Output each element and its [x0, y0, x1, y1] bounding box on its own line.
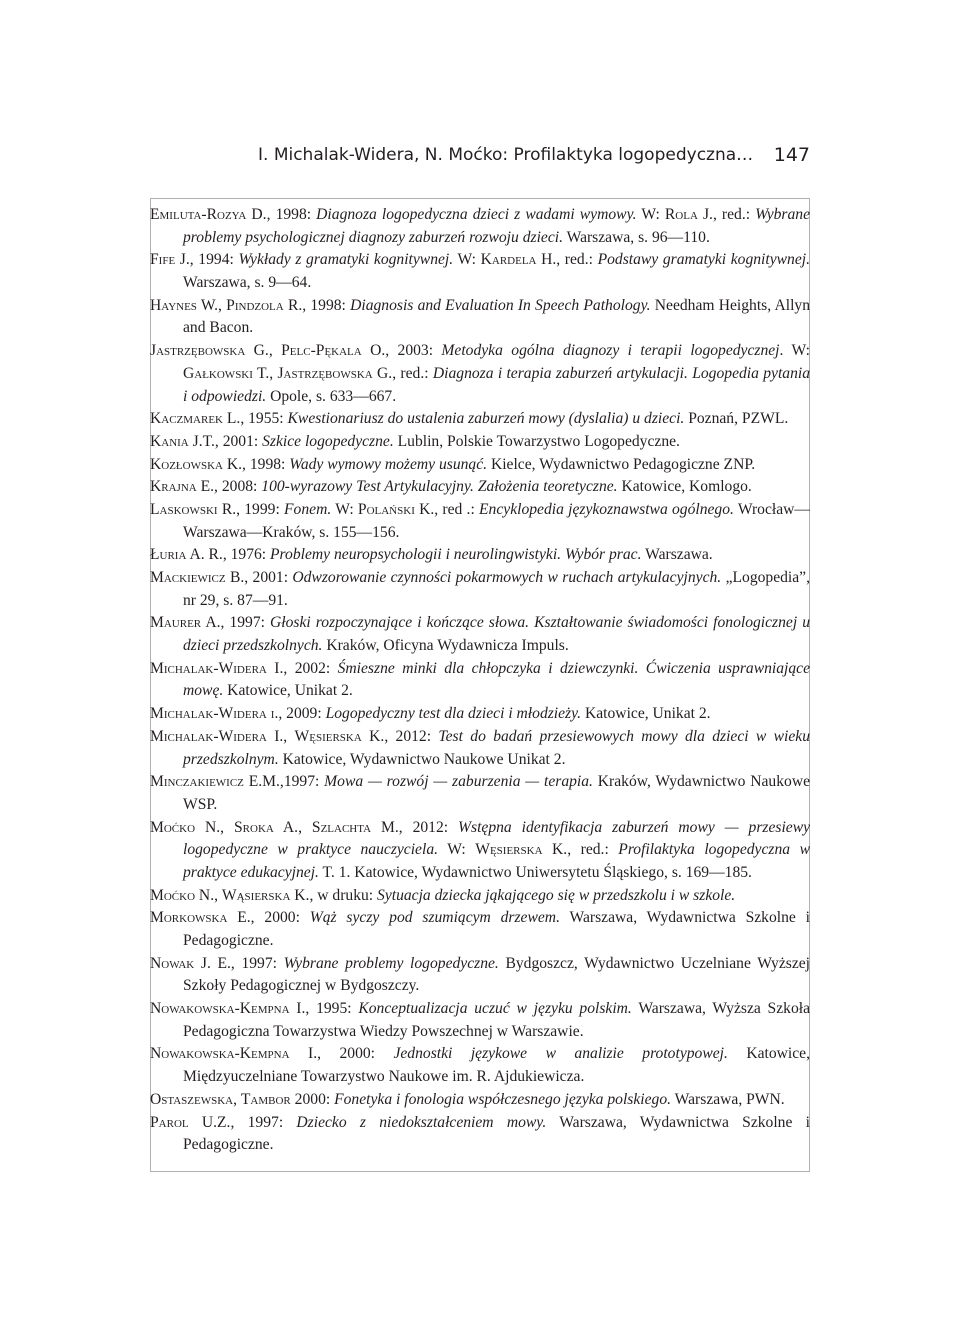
reference-author: Michalak-Widera I.	[150, 727, 284, 745]
reference-title: Mowa — rozwój — zaburzenia — terapia.	[324, 773, 593, 791]
reference-author: Wąsierska K.	[221, 886, 310, 904]
reference-author: Szlachta M.	[311, 818, 399, 836]
reference-title: Diagnoza i terapia zaburzeń artykulacji. Logopedia pytania i odpowiedzi.	[183, 364, 810, 405]
reference-text: W:	[636, 206, 665, 223]
reference-author: Nowakowska-Kempna I.	[150, 1000, 306, 1018]
reference-text: , 1997:	[230, 954, 284, 972]
reference-author: Krajna E.	[150, 478, 215, 496]
reference-text: , 2000:	[317, 1045, 394, 1063]
reference-text: Warszawa, Wyższa Szkoła Pedagogiczna Towarzystwa Wiedzy Powszechnej w Warszawie.	[183, 1000, 810, 1040]
reference-title: Wąż syczy pod szumiącym drzewem.	[309, 909, 560, 927]
reference-text: Kraków, Wydawnictwo Naukowe WSP.	[183, 773, 810, 813]
reference-text: , 2003:	[385, 342, 442, 360]
reference-text: Warszawa.	[641, 546, 713, 564]
reference-author: Kania J.T.	[150, 432, 215, 450]
reference-title: Metodyka ogólna diagnozy i terapii logopedycznej	[441, 342, 780, 360]
reference-title: Konceptualizacja uczuć w języku polskim.	[358, 1000, 632, 1018]
reference-title: Jednostki językowe w analizie prototypowej.	[393, 1045, 728, 1063]
reference-text: , red.:	[567, 841, 619, 859]
reference-entry	[150, 885, 810, 908]
reference-text: Katowice, Komlogo.	[617, 478, 752, 496]
reference-entry	[150, 249, 810, 294]
reference-title: Szkice logopedyczne.	[262, 432, 394, 450]
reference-entry	[150, 612, 810, 657]
reference-title: Wykłady z gramatyki kognitywnej.	[238, 251, 454, 269]
reference-author: Polański K.	[357, 500, 435, 518]
reference-entry	[150, 907, 810, 952]
reference-text: , 2012:	[384, 727, 439, 745]
reference-text: Needham Heights, Allyn and Bacon.	[183, 296, 811, 337]
reference-author: Nowakowska-Kempna I.	[150, 1045, 318, 1063]
reference-entry	[150, 204, 810, 249]
reference-entry	[150, 726, 810, 771]
reference-author: Jastrzębowska G.	[150, 342, 269, 360]
reference-author: Łuria A. R.	[150, 546, 223, 564]
reference-text: Katowice, Wydawnictwo Naukowe Unikat 2.	[278, 750, 566, 768]
reference-text: , 1994:	[189, 251, 239, 269]
reference-title: Wstępna identyfikacja zaburzeń mowy — przesiewy logopedyczne w praktyce nauczyciela.	[183, 818, 811, 859]
reference-title: 100-wyrazowy Test Artykulacyjny. Założenia teoretyczne.	[261, 478, 618, 496]
reference-author: Węsierska K.	[294, 727, 385, 745]
reference-author: Laskowski R.	[150, 500, 237, 518]
reference-text: , 1995:	[305, 1000, 359, 1018]
reference-title: Fonem.	[284, 500, 332, 518]
reference-author: Morkowska E.	[150, 909, 251, 927]
reference-entry	[150, 1089, 810, 1112]
reference-author: Pindzola R.	[226, 296, 303, 314]
running-header	[258, 140, 810, 170]
reference-author: Kardela H.	[480, 251, 557, 269]
reference-author: Moćko N.	[150, 818, 221, 836]
reference-text: Warszawa, s. 9—64.	[183, 274, 312, 292]
reference-text: ,	[214, 886, 222, 904]
reference-entry	[150, 771, 810, 816]
reference-entry	[150, 953, 810, 998]
reference-text: Kielce, Wydawnictwo Pedagogiczne ZNP.	[487, 455, 756, 473]
reference-text: Poznań, PZWL.	[684, 410, 789, 428]
reference-entry	[150, 431, 810, 454]
reference-text: ,	[298, 818, 312, 836]
reference-text: , 2001:	[214, 432, 263, 450]
reference-text: Opole, s. 633—667.	[266, 387, 397, 405]
reference-text: Warszawa, s. 96—110.	[562, 228, 710, 246]
reference-author: Pelc-Pękala O.	[281, 342, 386, 360]
reference-entry	[150, 544, 810, 567]
reference-title: Wybrane problemy logopedyczne.	[283, 954, 499, 972]
reference-text: , red .:	[434, 500, 480, 518]
reference-text: Katowice, Unikat 2.	[223, 682, 353, 700]
reference-text: , red.:	[392, 364, 433, 382]
reference-author: Parol U.Z.	[150, 1113, 231, 1131]
reference-title: Podstawy gramatyki kognitywnej.	[597, 251, 810, 269]
reference-title: Kwestionariusz do ustalenia zaburzeń mowy (dyslalia) u dzieci.	[287, 410, 685, 428]
reference-entry	[150, 817, 810, 885]
reference-text: Warszawa, Wydawnictwa Szkolne i Pedagogiczne.	[183, 909, 810, 949]
reference-text: Warszawa, PWN.	[671, 1090, 785, 1108]
reference-text: W:	[331, 500, 358, 518]
reference-title: Problemy neuropsychologii i neurolingwistyki. Wybór prac.	[270, 546, 642, 564]
reference-author: Michalak-Widera I.	[150, 659, 284, 677]
reference-text: Lublin, Polskie Towarzystwo Logopedyczne.	[393, 432, 680, 450]
reference-list	[150, 204, 810, 1157]
reference-text: , 2012:	[398, 818, 459, 836]
reference-text: , w druku:	[309, 886, 378, 904]
reference-author: Fife J.	[150, 251, 190, 269]
reference-author: Tambor	[240, 1090, 291, 1108]
reference-entry	[150, 658, 810, 703]
reference-text: Warszawa, Wydawnictwa Szkolne i Pedagogiczne.	[183, 1113, 810, 1154]
reference-title: Fonetyka i fonologia współczesnego języka polskiego.	[334, 1090, 672, 1108]
reference-text: , 2001:	[244, 569, 293, 586]
reference-author: Sroka A.	[233, 818, 299, 836]
reference-text: ,	[233, 1090, 241, 1108]
reference-text: , 1997:	[230, 1113, 297, 1131]
reference-text: , 1998:	[302, 296, 351, 314]
reference-title: Logopedyczny test dla dzieci i młodzieży.	[325, 705, 582, 723]
reference-author: Emiluta-Rozya D.	[150, 206, 267, 223]
reference-text: Kraków, Oficyna Wydawnicza Impuls.	[322, 637, 569, 655]
reference-text: , 1976:	[222, 546, 271, 564]
reference-author: Nowak J. E.	[150, 954, 231, 972]
reference-text: ,	[283, 727, 295, 745]
reference-title: Sytuacja dziecka jąkającego się w przedszkolu i w szkole.	[377, 886, 736, 904]
reference-text: 2000:	[290, 1090, 335, 1108]
reference-title: Wybrane problemy psychologicznej diagnozy zaburzeń rozwoju dzieci.	[183, 206, 811, 246]
reference-entry	[150, 499, 810, 544]
reference-text: ,	[269, 364, 278, 382]
reference-author: Haynes W.	[150, 296, 219, 314]
reference-text: , 1998:	[266, 206, 317, 223]
reference-author: Ostaszewska	[150, 1090, 234, 1108]
reference-text: Bydgoszcz, Wydawnictwo Uczelniane Wyższej Szkoły Pedagogicznej w Bydgoszczy.	[183, 954, 810, 995]
reference-text: „Logopedia”, nr 29, s. 87—91.	[183, 569, 810, 609]
page-number: 147	[773, 144, 810, 166]
reference-text: , red.:	[556, 251, 598, 269]
reference-text: , 1997:	[220, 614, 270, 632]
reference-text: , 2009:	[278, 705, 326, 723]
reference-title: Dziecko z niedokształceniem mowy.	[296, 1113, 547, 1131]
reference-entry	[150, 567, 810, 612]
running-title: I. Michalak-Widera, N. Moćko: Profilaktyka logopedyczna…	[258, 145, 754, 165]
reference-text: T. 1. Katowice, Wydawnictwo Uniwersytetu Śląskiego, s. 169—185.	[318, 863, 752, 881]
reference-author: Węsierska K.	[475, 841, 568, 859]
reference-title: Profilaktyka logopedyczna w praktyce edukacyjnej.	[183, 841, 810, 881]
reference-author: Michalak-Widera i.	[150, 705, 279, 723]
reference-author: Gałkowski T.	[183, 364, 270, 382]
reference-author: Moćko N.	[150, 886, 215, 904]
reference-title: Test do badań przesiewowych mowy dla dzieci w wieku przedszkolnym.	[183, 727, 811, 768]
reference-author: Maurer A.	[150, 614, 221, 632]
reference-author: Kozłowska K.	[150, 455, 243, 473]
reference-author: Mackiewicz B.	[150, 569, 245, 586]
reference-text: , 2008:	[214, 478, 262, 496]
reference-text: W:	[453, 251, 481, 269]
reference-title: Głoski rozpoczynające i kończące słowa. Kształtowanie świadomości fonologicznej u dzieci przedszkolnych.	[183, 614, 811, 655]
reference-text: Katowice, Unikat 2.	[581, 705, 711, 723]
reference-entry	[150, 1112, 810, 1157]
reference-text: , 2000:	[250, 909, 310, 927]
reference-title: Wady wymowy możemy usunąć.	[289, 455, 488, 473]
reference-text: , 1955:	[240, 410, 288, 428]
reference-text: ,	[268, 342, 282, 360]
reference-entry	[150, 703, 810, 726]
reference-title: Encyklopedia językoznawstwa ogólnego.	[479, 500, 734, 518]
reference-text: ,	[218, 296, 227, 314]
reference-title: Diagnosis and Evaluation In Speech Pathology.	[350, 296, 651, 314]
reference-author: Minczakiewicz E.M.	[150, 773, 280, 791]
reference-author: Rola J.	[664, 206, 713, 223]
reference-entry	[150, 998, 810, 1043]
reference-entry	[150, 340, 810, 408]
reference-entry	[150, 295, 810, 340]
reference-text: Wrocław—Warszawa—Kraków, s. 155—156.	[183, 500, 811, 541]
reference-text: , red.:	[712, 206, 756, 223]
reference-entry	[150, 476, 810, 499]
reference-entry	[150, 1043, 810, 1088]
reference-text: . W:	[779, 342, 810, 360]
reference-entry	[150, 454, 810, 477]
reference-title: Diagnoza logopedyczna dzieci z wadami wymowy.	[316, 206, 637, 223]
reference-entry	[150, 408, 810, 431]
reference-text: , 1999:	[236, 500, 285, 518]
reference-text: W:	[438, 841, 476, 859]
reference-text: ,1997:	[279, 773, 325, 791]
reference-text: Katowice, Międzyuczelniane Towarzystwo Naukowe im. R. Ajdukiewicza.	[183, 1045, 811, 1086]
reference-title: Odwzorowanie czynności pokarmowych w ruchach artykulacyjnych.	[292, 569, 722, 586]
reference-text: , 1998:	[242, 455, 290, 473]
reference-text: , 2002:	[283, 659, 338, 677]
reference-author: Kaczmarek L.	[150, 410, 241, 428]
reference-title: Śmieszne minki dla chłopczyka i dziewczynki. Ćwiczenia usprawniające mowę.	[183, 659, 811, 700]
reference-text: ,	[220, 818, 234, 836]
reference-author: Jastrzębowska G.	[277, 364, 393, 382]
